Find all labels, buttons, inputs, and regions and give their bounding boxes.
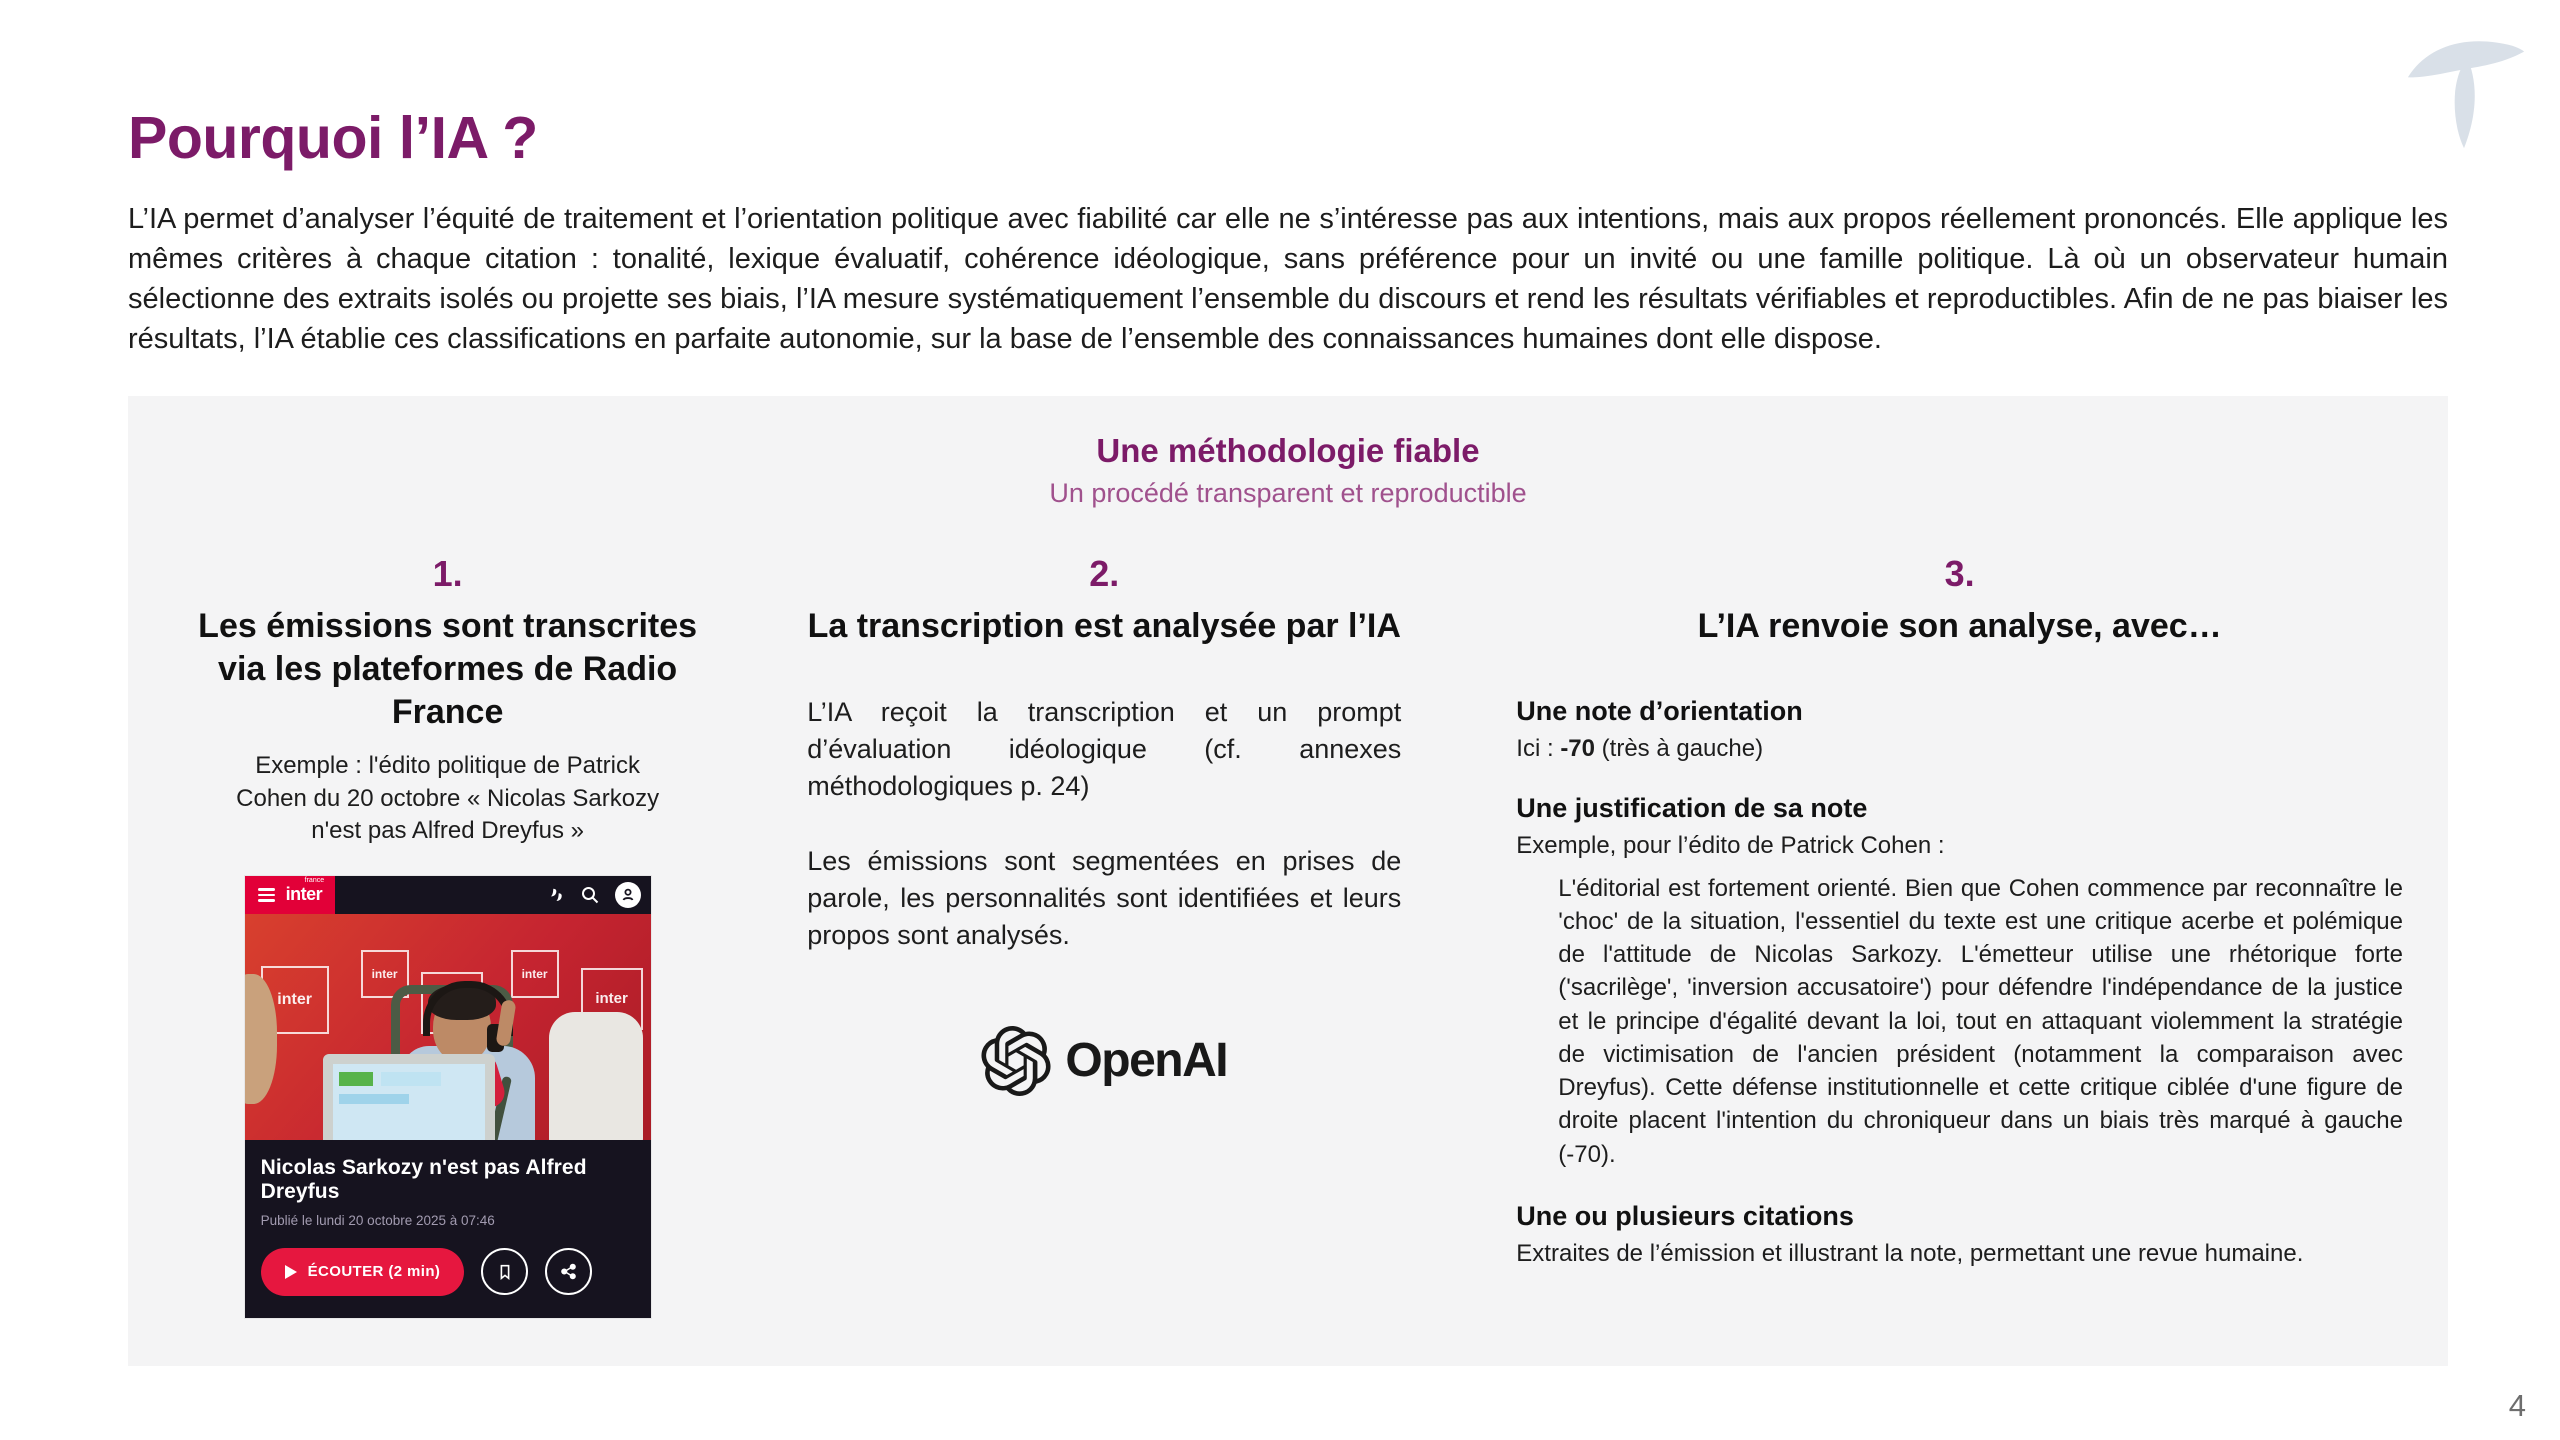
note-line: Ici : -70 (très à gauche) <box>1516 734 1764 762</box>
page-title: Pourquoi l’IA ? <box>128 105 538 171</box>
step-2 <box>712 553 1441 1318</box>
share-button[interactable] <box>545 1248 592 1295</box>
france-inter-brand-block <box>245 876 336 914</box>
slide-content <box>128 104 2448 1366</box>
note-value: -70 <box>1560 734 1595 762</box>
justification-heading: Une justification de sa note <box>1516 792 1868 823</box>
step-3-number: 3. <box>1944 552 1975 594</box>
bookmark-button[interactable] <box>481 1248 528 1295</box>
methodology-panel <box>128 396 2448 1366</box>
step-2-paragraph-2: Les émissions sont segmentées en prises de parole, les personnalités sont identifiées et leurs propos sont analysés. <box>807 845 1402 950</box>
step-2-paragraph-1: L’IA reçoit la transcription et un prompt d’évaluation idéologique (cf. annexes méthodologiques p. 24) <box>807 696 1402 801</box>
hamburger-menu-icon[interactable] <box>258 888 275 902</box>
openai-wordmark: OpenAI <box>1065 1034 1228 1088</box>
france-inter-logo-small: france <box>304 877 325 885</box>
steps-row <box>128 553 2448 1318</box>
intro-paragraph: L’IA permet d’analyser l’équité de traitement et l’orientation politique avec fiabilité car elle ne s’intéresse pas aux intentions, mais aux propos réellement prononcés. Elle applique les mêmes critères à chaque citation : tonalité, lexique évaluatif, cohérence idéologique, sans préférence pour un invité ou une famille politique. Là où un observateur humain sélectionne des extraits isolés ou projette ses biais, l’IA mesure systématiquement l’ensemble du discours et rend les résultats vérifiables et reproductibles. Afin de ne pas biaiser les résultats, l’IA établie ces classifications en parfaite autonomie, sur la base de l’ensemble des connaissances humaines dont elle dispose. <box>128 203 2448 355</box>
inter-logo-square: inter <box>361 950 409 998</box>
listen-button[interactable]: ÉCOUTER (2 min) <box>261 1248 465 1296</box>
panel-heading: Une méthodologie fiable <box>1096 431 1480 469</box>
inter-logo-square: inter <box>511 950 559 998</box>
episode-info <box>245 1140 651 1232</box>
step-3-title: L’IA renvoie son analyse, avec… <box>1697 606 2222 645</box>
episode-published-date: Publié le lundi 20 octobre 2025 à 07:46 <box>260 1212 495 1228</box>
episode-title: Nicolas Sarkozy n'est pas Alfred Dreyfus <box>260 1155 587 1203</box>
studio-chair-right <box>549 1012 643 1140</box>
player-topbar-icons <box>547 882 651 908</box>
justification-quote: L'éditorial est fortement orienté. Bien que Cohen commence par reconnaître le 'choc' de la situation, l'essentiel du texte est une critique acerbe et polémique de l'attitude de Nicolas Sarkozy. L'émetteur utilise une rhétorique forte ('sacrilège', 'inversion accusatoire') pour défendre l'indépendance de la justice et le principe d'égalité devant la loi, tout en attaquant violemment la stratégie de victimisation de l'ancien président (notamment la comparaison avec Dreyfus). Cette défense institutionnelle et cette critique ciblée d'une figure de droite placent l'intention du chroniqueur dans un biais très marqué à gauche (-70). <box>1558 874 2403 1168</box>
step-1-title: Les émissions sont transcrites via les plateformes de Radio France <box>198 606 698 731</box>
page-number: 4 <box>2508 1388 2526 1423</box>
play-icon <box>285 1265 297 1279</box>
step-2-number: 2. <box>1089 552 1120 594</box>
citations-heading: Une ou plusieurs citations <box>1516 1200 1854 1231</box>
player-actions <box>245 1232 651 1318</box>
step-3 <box>1441 553 2448 1318</box>
search-icon[interactable] <box>580 885 600 905</box>
step-1 <box>128 553 712 1318</box>
inter-logo-square: inter <box>581 968 643 1030</box>
bookmark-icon <box>496 1263 514 1281</box>
radio-france-brand-mark-icon <box>547 886 565 904</box>
openai-blossom-icon <box>981 1026 1051 1096</box>
player-topbar <box>245 876 651 914</box>
citations-body: Extraites de l’émission et illustrant la note, permettant une revue humaine. <box>1516 1239 2304 1267</box>
openai-logo <box>807 1026 1401 1096</box>
step-2-title: La transcription est analysée par l’IA <box>807 606 1401 645</box>
account-icon[interactable] <box>615 882 641 908</box>
france-inter-player-card <box>245 876 651 1318</box>
step-1-number: 1. <box>432 552 463 594</box>
france-inter-logo: inter france <box>285 877 325 905</box>
inter-logo-square: inter <box>261 966 329 1034</box>
step-1-example: Exemple : l'édito politique de Patrick Cohen du 20 octobre « Nicolas Sarkozy n'est pas Alfred Dreyfus » <box>236 752 660 845</box>
justification-intro: Exemple, pour l’édito de Patrick Cohen : <box>1516 831 1945 859</box>
note-heading: Une note d’orientation <box>1516 695 1803 726</box>
episode-photo <box>245 914 651 1140</box>
panel-subheading: Un procédé transparent et reproductible <box>1049 477 1527 508</box>
studio-monitor <box>323 1054 495 1140</box>
share-icon <box>559 1262 578 1281</box>
